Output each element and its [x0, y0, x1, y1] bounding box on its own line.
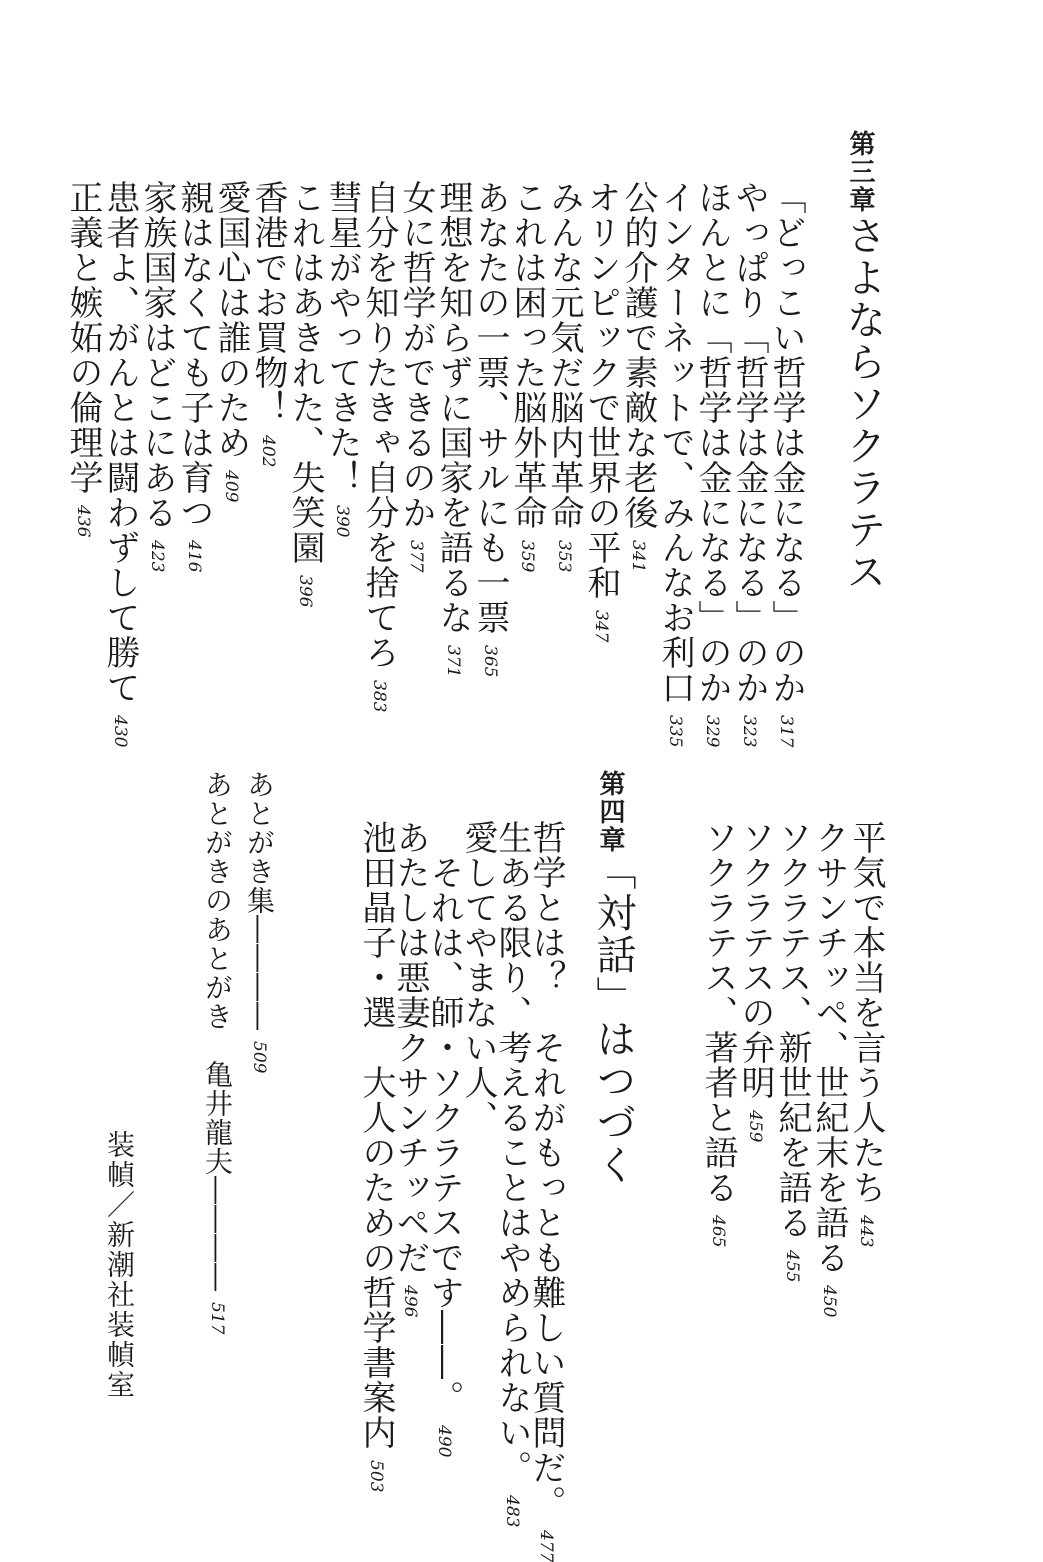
toc-entry-title: 家族国家はどこにある [137, 180, 177, 530]
chapter4-title: 「対話」はつづく [590, 850, 636, 1186]
toc-entry-page: 409 [221, 470, 241, 503]
toc-entry[interactable] [245, 180, 288, 468]
toc-entry-page: 402 [258, 435, 278, 468]
toc-entry[interactable] [243, 770, 276, 1074]
toc-entry[interactable] [171, 180, 214, 573]
chapter3-title: さよならソクラテス [840, 215, 886, 593]
toc-entry[interactable] [282, 180, 325, 608]
toc-entry-title: あとがき集―――― [243, 770, 276, 1031]
toc-entry-page: 465 [708, 1215, 728, 1248]
toc-entry[interactable] [695, 820, 738, 1248]
toc-entry-title: クサンチッペ、世紀末を語る [809, 820, 849, 1275]
toc-entry-page: 371 [443, 645, 463, 678]
chapter3-label: 第三章 [845, 130, 875, 214]
toc-entry-page: 323 [739, 715, 759, 748]
toc-entry-page: 365 [480, 645, 500, 678]
toc-entry-title: 愛してやまない人、 [458, 820, 498, 1135]
toc-entry[interactable] [353, 820, 396, 1493]
toc-entry-page: 353 [554, 540, 574, 573]
toc-entry-page: 416 [184, 540, 204, 573]
toc-entry-title: みんな元気だ脳内革命 [544, 180, 584, 530]
toc-entry[interactable] [97, 180, 140, 748]
toc-entry[interactable] [652, 180, 695, 748]
toc-entry-page: 335 [665, 715, 685, 748]
toc-entry-page: 396 [295, 575, 315, 608]
toc-entry-title: 「どっこい哲学は金になる」のか [766, 180, 806, 705]
toc-entry-page: 317 [776, 715, 796, 748]
toc-entry-page: 503 [366, 1460, 386, 1493]
toc-entry-title: ほんとに「哲学は金になる」のか [692, 180, 732, 705]
toc-entry[interactable] [689, 180, 732, 748]
toc-entry-title: あたしは悪妻クサンチッペだ [390, 820, 430, 1275]
toc-entry-page: 436 [73, 505, 93, 538]
toc-entry-title: 公的介護で素敵な老後 [618, 180, 658, 530]
toc-entry-title: ソクラテスの弁明 [735, 820, 775, 1100]
toc-entry-page: 377 [406, 540, 426, 573]
toc-entry-title: 患者よ、がんとは闘わずして勝て [100, 180, 140, 705]
toc-entry-page: 443 [856, 1215, 876, 1248]
toc-entry[interactable] [615, 180, 658, 573]
toc-entry-title: 生ある限り、考えることはやめられない。 [492, 820, 532, 1485]
toc-entry[interactable] [467, 180, 510, 678]
toc-entry-title: インターネットで、みんなお利口 [655, 180, 695, 705]
toc-entry-page: 383 [369, 680, 389, 713]
toc-entry-page: 359 [517, 540, 537, 573]
toc-entry-page: 459 [745, 1110, 765, 1143]
toc-entry[interactable] [430, 180, 473, 678]
toc-entry-page: 517 [207, 1302, 227, 1335]
chapter4-label: 第四章 [595, 770, 625, 854]
toc-entry[interactable] [356, 180, 399, 713]
toc-entry-page: 329 [702, 715, 722, 748]
toc-entry[interactable] [60, 180, 103, 538]
toc-entry[interactable] [541, 180, 584, 573]
toc-entry-title: これは困った脳外革命 [507, 180, 547, 530]
toc-entry-page: 423 [147, 540, 167, 573]
toc-entry[interactable] [319, 180, 362, 538]
toc-entry[interactable] [504, 180, 547, 573]
toc-entry-title: これはあきれた、失笑園 [285, 180, 325, 565]
toc-entry-title: あなたの一票、サルにも一票 [470, 180, 510, 635]
toc-entry-title: それは、師・ソクラテスです――。 [424, 820, 464, 1415]
toc-entry-title: 哲学とは？ それがもっとも難しい質問だ。 [526, 820, 566, 1520]
toc-entry-title: ソクラテス、新世紀を語る [772, 820, 812, 1240]
toc-entry[interactable] [843, 820, 886, 1248]
toc-entry-page: 477 [536, 1530, 556, 1562]
toc-entry-page: 509 [249, 1041, 269, 1074]
toc-entry-page: 430 [110, 715, 130, 748]
toc-entry-title: 正義と嫉妬の倫理学 [63, 180, 103, 495]
toc-entry-page: 496 [400, 1285, 420, 1318]
toc-entry[interactable] [732, 820, 775, 1143]
toc-entry[interactable] [763, 180, 806, 748]
toc-entry-title: あとがきのあとがき 亀井龍夫―――― [201, 770, 234, 1292]
toc-entry-title: 愛国心は誰のため [211, 180, 251, 460]
toc-entry[interactable] [806, 820, 849, 1318]
toc-entry-page: 490 [434, 1425, 454, 1458]
toc-entry-page: 483 [502, 1495, 522, 1528]
toc-entry-title: 池田晶子・選 大人のための哲学書案内 [356, 820, 396, 1450]
toc-entry[interactable] [208, 180, 251, 503]
toc-entry-page: 450 [819, 1285, 839, 1318]
toc-entry-title: 平気で本当を言う人たち [846, 820, 886, 1205]
toc-entry-title: やっぱり「哲学は金になる」のか [729, 180, 769, 705]
toc-entry[interactable] [393, 180, 436, 573]
toc-entry-title: 親はなくても子は育つ [174, 180, 214, 530]
toc-entry[interactable] [201, 770, 234, 1335]
toc-entry-title: オリンピックで世界の平和 [581, 180, 621, 600]
credits: 装幀／新潮社装幀室 [103, 1130, 136, 1400]
toc-entry-title: 理想を知らずに国家を語るな [433, 180, 473, 635]
toc-entry-page: 390 [332, 505, 352, 538]
toc-entry-page: 347 [591, 610, 611, 643]
toc-entry[interactable] [769, 820, 812, 1283]
toc-entry[interactable] [134, 180, 177, 573]
toc-entry-page: 341 [628, 540, 648, 573]
toc-entry-title: 彗星がやってきた！ [322, 180, 362, 495]
toc-entry[interactable] [578, 180, 621, 643]
toc-entry-title: 自分を知りたきゃ自分を捨てろ [359, 180, 399, 670]
toc-entry-title: 香港でお買物！ [248, 180, 288, 425]
toc-entry-page: 455 [782, 1250, 802, 1283]
toc-entry-title: 女に哲学ができるのか [396, 180, 436, 530]
toc-entry-title: ソクラテス、著者と語る [698, 820, 738, 1205]
toc-entry[interactable] [726, 180, 769, 748]
